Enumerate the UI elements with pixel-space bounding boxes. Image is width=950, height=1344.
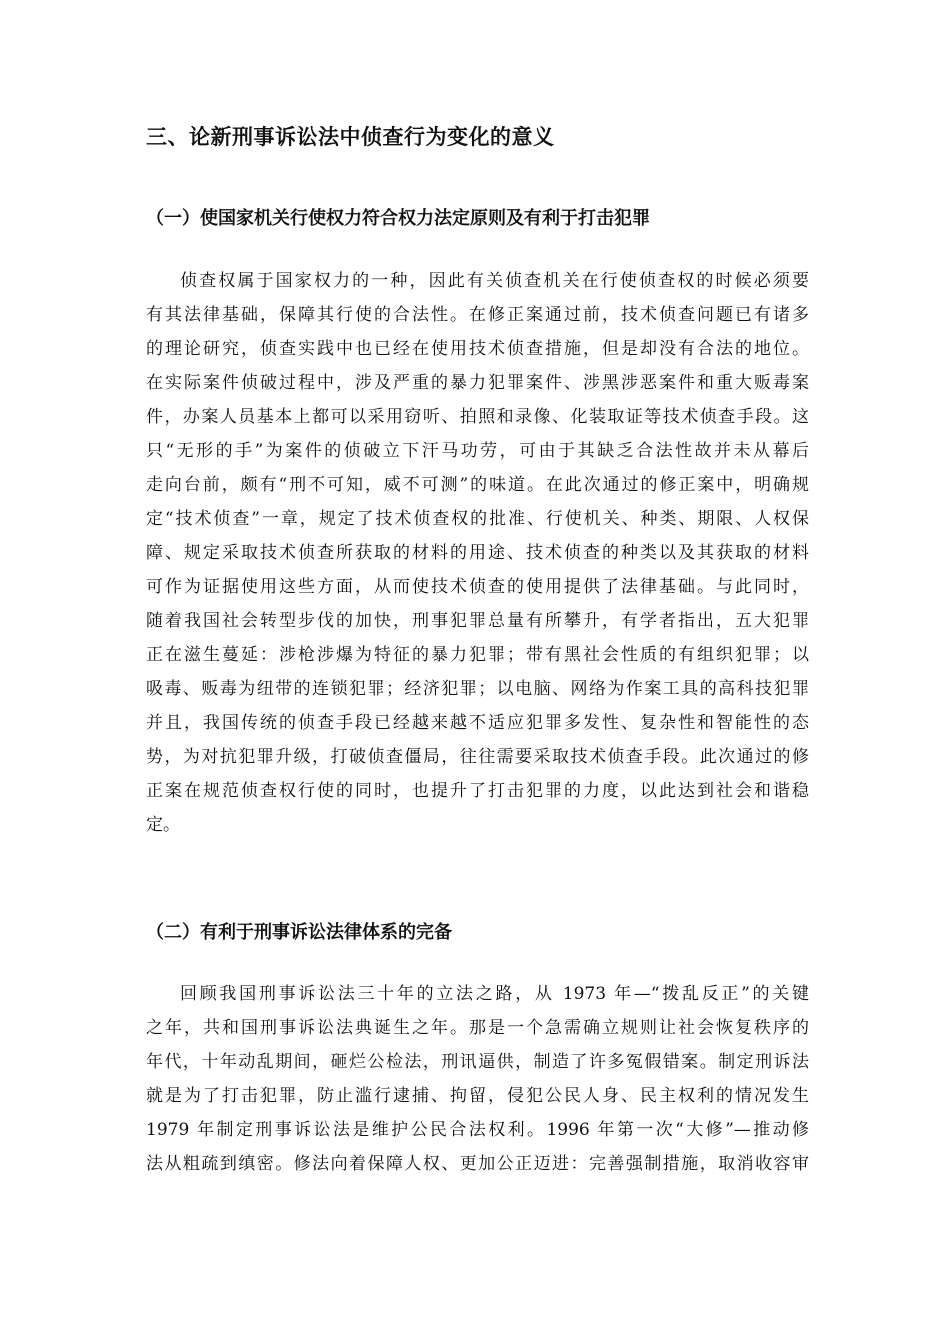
subsection-2-heading: （二）有利于刑事诉讼法律体系的完备 [146, 922, 452, 943]
paragraph-line: 只“无形的手”为案件的侦破立下汗马功劳，可由于其缺乏合法性故并未从幕后 [146, 441, 809, 461]
paragraph-line: 定“技术侦查”一章，规定了技术侦查权的批准、行使机关、种类、期限、人权保 [146, 509, 809, 529]
paragraph-line: 就是为了打击犯罪，防止滥行逮捕、拘留，侵犯公民人身、民主权利的情况发生 [146, 1086, 809, 1106]
subsection-1-heading: （一）使国家机关行使权力符合权力法定原则及有利于打击犯罪 [146, 208, 650, 229]
subsection-2-paragraph [146, 977, 809, 1181]
paragraph-line: 正案在规范侦查权行使的同时，也提升了打击犯罪的力度，以此达到社会和谐稳 [146, 781, 809, 801]
paragraph-line: 势，为对抗犯罪升级，打破侦查僵局，往往需要采取技术侦查手段。此次通过的修 [146, 747, 809, 767]
section-title: 三、论新刑事诉讼法中侦查行为变化的意义 [146, 124, 555, 149]
paragraph-line: 回顾我国刑事诉讼法三十年的立法之路，从 1973 年—“拨乱反正”的关键 [180, 984, 809, 1004]
paragraph-line: 走向台前，颇有“刑不可知，威不可测”的味道。在此次通过的修正案中，明确规 [146, 475, 809, 495]
subsection-1-paragraph [146, 264, 809, 842]
paragraph-line: 1979 年制定刑事诉讼法是维护公民合法权利。1996 年第一次“大修”—推动修 [146, 1120, 809, 1140]
paragraph-line: 的理论研究，侦查实践中也已经在使用技术侦查措施，但是却没有合法的地位。 [146, 339, 809, 359]
paragraph-line: 年代，十年动乱期间，砸烂公检法，刑讯逼供，制造了许多冤假错案。制定刑诉法 [146, 1052, 809, 1072]
paragraph-line: 有其法律基础，保障其行使的合法性。在修正案通过前，技术侦查问题已有诸多 [146, 305, 809, 325]
paragraph-line: 吸毒、贩毒为纽带的连锁犯罪；经济犯罪；以电脑、网络为作案工具的高科技犯罪 [146, 679, 809, 699]
paragraph-line: 侦查权属于国家权力的一种，因此有关侦查机关在行使侦查权的时候必须要 [180, 271, 809, 291]
paragraph-line: 定。 [146, 815, 180, 835]
paragraph-line: 在实际案件侦破过程中，涉及严重的暴力犯罪案件、涉黑涉恶案件和重大贩毒案 [146, 373, 809, 393]
paragraph-line: 法从粗疏到缜密。修法向着保障人权、更加公正迈进：完善强制措施，取消收容审 [146, 1154, 809, 1174]
paragraph-line: 并且，我国传统的侦查手段已经越来越不适应犯罪多发性、复杂性和智能性的态 [146, 713, 809, 733]
paragraph-line: 障、规定采取技术侦查所获取的材料的用途、技术侦查的种类以及其获取的材料 [146, 543, 809, 563]
paragraph-line: 件，办案人员基本上都可以采用窃听、拍照和录像、化装取证等技术侦查手段。这 [146, 407, 809, 427]
paragraph-line: 正在滋生蔓延：涉枪涉爆为特征的暴力犯罪；带有黑社会性质的有组织犯罪；以 [146, 645, 809, 665]
paragraph-line: 之年，共和国刑事诉讼法典诞生之年。那是一个急需确立规则让社会恢复秩序的 [146, 1018, 809, 1038]
paragraph-line: 可作为证据使用这些方面，从而使技术侦查的使用提供了法律基础。与此同时， [146, 577, 809, 597]
paragraph-line: 随着我国社会转型步伐的加快，刑事犯罪总量有所攀升，有学者指出，五大犯罪 [146, 611, 809, 631]
